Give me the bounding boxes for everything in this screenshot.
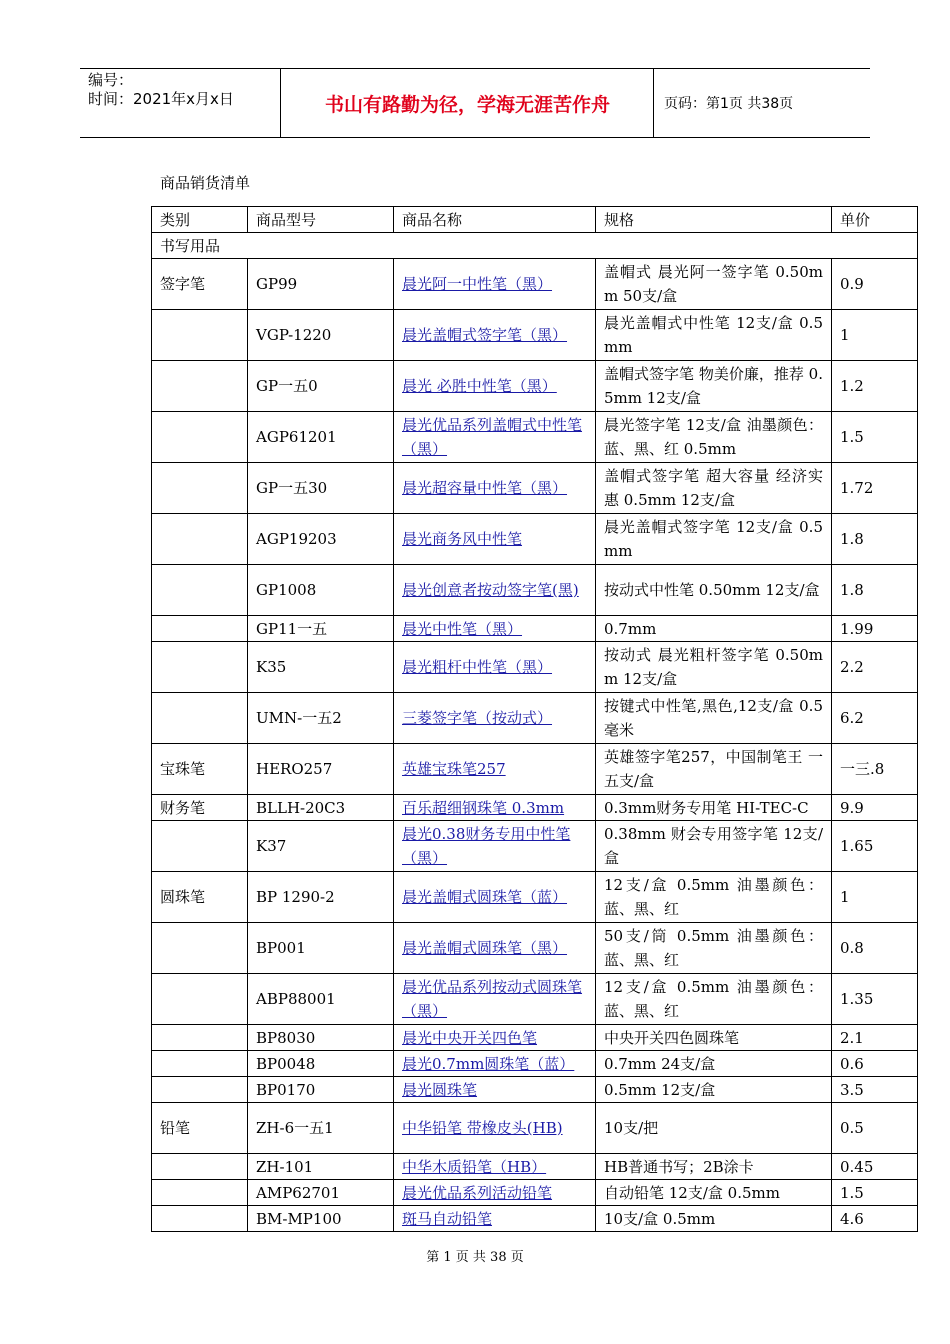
model-cell: ABP88001 (248, 974, 394, 1025)
price-cell: 一三.8 (832, 744, 918, 795)
product-link[interactable]: 中华铅笔 带橡皮头(HB) (402, 1119, 563, 1137)
product-link[interactable]: 晨光创意者按动签字笔(黑) (402, 581, 579, 599)
price-cell: 1.65 (832, 821, 918, 872)
product-link[interactable]: 晨光0.38财务专用中性笔（黑） (402, 825, 571, 867)
column-header: 类别 (152, 207, 248, 233)
model-cell: UMN-一五2 (248, 693, 394, 744)
name-cell (394, 1180, 596, 1206)
name-cell (394, 974, 596, 1025)
table-row (152, 1051, 918, 1077)
category-cell (152, 463, 248, 514)
price-cell: 1.5 (832, 1180, 918, 1206)
name-cell (394, 310, 596, 361)
price-cell: 0.9 (832, 259, 918, 310)
model-cell: GP一五0 (248, 361, 394, 412)
number-label: 编号： (88, 71, 134, 89)
product-link[interactable]: 晨光中央开关四色笔 (402, 1028, 538, 1047)
name-cell (394, 821, 596, 872)
price-cell: 3.5 (832, 1077, 918, 1103)
model-cell: ZH-6一五1 (248, 1103, 394, 1154)
spec-cell: HB普通书写；2B涂卡 (596, 1154, 832, 1180)
product-link[interactable]: 晨光盖帽式圆珠笔（黑） (402, 939, 568, 957)
table-row (152, 361, 918, 412)
header-page-info: 页码：第1页 共38页 (664, 96, 794, 112)
product-link[interactable]: 斑马自动铅笔 (402, 1209, 493, 1228)
price-cell: 1.8 (832, 514, 918, 565)
name-cell (394, 412, 596, 463)
table-row (152, 923, 918, 974)
model-cell: VGP-1220 (248, 310, 394, 361)
price-cell: 1.35 (832, 974, 918, 1025)
category-cell (152, 1077, 248, 1103)
table-row (152, 795, 918, 821)
column-header: 规格 (596, 207, 832, 233)
model-cell: AGP61201 (248, 412, 394, 463)
category-cell (152, 1154, 248, 1180)
product-link[interactable]: 晨光阿一中性笔（黑） (402, 275, 553, 293)
time-label: 时间：2021年x月x日 (88, 90, 234, 108)
spec-cell: 50支/筒 0.5mm 油墨颜色：蓝、黑、红 (596, 923, 832, 974)
price-cell: 2.1 (832, 1025, 918, 1051)
price-cell: 0.45 (832, 1154, 918, 1180)
name-cell (394, 259, 596, 310)
product-link[interactable]: 晨光优品系列活动铅笔 (402, 1183, 553, 1202)
price-cell: 0.8 (832, 923, 918, 974)
model-cell: AGP19203 (248, 514, 394, 565)
model-cell: HERO257 (248, 744, 394, 795)
category-cell (152, 616, 248, 642)
model-cell: BP001 (248, 923, 394, 974)
model-cell: BP0048 (248, 1051, 394, 1077)
product-link[interactable]: 晨光粗杆中性笔（黑） (402, 658, 553, 676)
table-row (152, 1025, 918, 1051)
model-cell: AMP62701 (248, 1180, 394, 1206)
spec-cell: 自动铅笔 12支/盒 0.5mm (596, 1180, 832, 1206)
spec-cell: 晨光盖帽式签字笔 12支/盒 0.5mm (596, 514, 832, 565)
price-cell: 2.2 (832, 642, 918, 693)
price-cell: 0.5 (832, 1103, 918, 1154)
category-cell: 圆珠笔 (152, 872, 248, 923)
category-cell (152, 412, 248, 463)
table-header-row (152, 207, 918, 233)
category-cell (152, 1180, 248, 1206)
name-cell (394, 1025, 596, 1051)
spec-cell: 晨光盖帽式中性笔 12支/盒 0.5mm (596, 310, 832, 361)
category-cell (152, 514, 248, 565)
category-cell (152, 974, 248, 1025)
category-cell: 签字笔 (152, 259, 248, 310)
table-row (152, 412, 918, 463)
product-link[interactable]: 三菱签字笔（按动式） (402, 709, 553, 727)
table-row (152, 259, 918, 310)
model-cell: BM-MP100 (248, 1206, 394, 1232)
price-cell: 1.2 (832, 361, 918, 412)
spec-cell: 按动式中性笔 0.50mm 12支/盒 (596, 565, 832, 616)
spec-cell: 0.5mm 12支/盒 (596, 1077, 832, 1103)
product-link[interactable]: 晨光盖帽式圆珠笔（蓝） (402, 888, 568, 906)
price-cell: 1 (832, 872, 918, 923)
model-cell: GP1008 (248, 565, 394, 616)
header-meta (80, 69, 281, 137)
category-cell (152, 1206, 248, 1232)
spec-cell: 10支/盒 0.5mm (596, 1206, 832, 1232)
column-header: 商品名称 (394, 207, 596, 233)
product-link[interactable]: 晨光 必胜中性笔（黑） (402, 377, 557, 395)
table-row (152, 642, 918, 693)
name-cell (394, 1154, 596, 1180)
table-row (152, 872, 918, 923)
product-link[interactable]: 晨光圆珠笔 (402, 1080, 478, 1099)
table-row (152, 1180, 918, 1206)
spec-cell: 按键式中性笔,黑色,12支/盒 0.5毫米 (596, 693, 832, 744)
spec-cell: 盖帽式 晨光阿一签字笔 0.50mm 50支/盒 (596, 259, 832, 310)
model-cell: BLLH-20C3 (248, 795, 394, 821)
price-cell: 1.5 (832, 412, 918, 463)
product-link[interactable]: 英雄宝珠笔257 (402, 760, 506, 778)
price-cell: 1.8 (832, 565, 918, 616)
product-table (151, 206, 918, 1232)
category-cell (152, 642, 248, 693)
name-cell (394, 1077, 596, 1103)
price-cell: 0.6 (832, 1051, 918, 1077)
column-header: 商品型号 (248, 207, 394, 233)
table-row (152, 693, 918, 744)
category-cell (152, 821, 248, 872)
spec-cell: 0.3mm财务专用笔 HI-TEC-C (596, 795, 832, 821)
model-cell: GP一五30 (248, 463, 394, 514)
spec-cell: 12支/盒 0.5mm 油墨颜色：蓝、黑、红 (596, 974, 832, 1025)
spec-cell: 盖帽式签字笔 物美价廉，推荐 0.5mm 12支/盒 (596, 361, 832, 412)
product-link[interactable]: 晨光超容量中性笔（黑） (402, 479, 568, 497)
name-cell (394, 872, 596, 923)
category-cell (152, 1051, 248, 1077)
spec-cell: 按动式 晨光粗杆签字笔 0.50mm 12支/盒 (596, 642, 832, 693)
spec-cell: 英雄签字笔257，中国制笔王 一五支/盒 (596, 744, 832, 795)
price-cell: 6.2 (832, 693, 918, 744)
header-motto: 书山有路勤为径，学海无涯苦作舟 (282, 69, 654, 137)
model-cell: ZH-101 (248, 1154, 394, 1180)
category-cell (152, 923, 248, 974)
model-cell: K35 (248, 642, 394, 693)
spec-cell: 盖帽式签字笔 超大容量 经济实惠 0.5mm 12支/盒 (596, 463, 832, 514)
name-cell (394, 565, 596, 616)
name-cell (394, 616, 596, 642)
product-link[interactable]: 百乐超细钢珠笔 0.3mm (402, 798, 565, 817)
document-title: 商品销货清单 (160, 174, 251, 192)
model-cell: BP8030 (248, 1025, 394, 1051)
price-cell: 1 (832, 310, 918, 361)
page-footer: 第 1 页 共 38 页 (426, 1250, 524, 1265)
name-cell (394, 1051, 596, 1077)
spec-cell: 10支/把 (596, 1103, 832, 1154)
table-row (152, 821, 918, 872)
category-cell: 财务笔 (152, 795, 248, 821)
table-row (152, 1103, 918, 1154)
name-cell (394, 1206, 596, 1232)
category-cell (152, 361, 248, 412)
category-cell (152, 310, 248, 361)
spec-cell: 0.38mm 财会专用签字笔 12支/盒 (596, 821, 832, 872)
table-row (152, 1077, 918, 1103)
product-link[interactable]: 晨光商务风中性笔 (402, 530, 523, 548)
model-cell: K37 (248, 821, 394, 872)
product-link[interactable]: 晨光中性笔（黑） (402, 619, 523, 638)
price-cell: 1.99 (832, 616, 918, 642)
price-cell: 1.72 (832, 463, 918, 514)
name-cell (394, 463, 596, 514)
price-cell: 9.9 (832, 795, 918, 821)
category-cell (152, 1025, 248, 1051)
section-row (152, 233, 918, 259)
category-cell: 铅笔 (152, 1103, 248, 1154)
model-cell: BP0170 (248, 1077, 394, 1103)
spec-cell: 中央开关四色圆珠笔 (596, 1025, 832, 1051)
name-cell (394, 744, 596, 795)
category-cell: 宝珠笔 (152, 744, 248, 795)
table-row (152, 463, 918, 514)
model-cell: GP99 (248, 259, 394, 310)
table-row (152, 974, 918, 1025)
category-cell (152, 565, 248, 616)
name-cell (394, 923, 596, 974)
model-cell: BP 1290-2 (248, 872, 394, 923)
name-cell (394, 361, 596, 412)
name-cell (394, 693, 596, 744)
name-cell (394, 642, 596, 693)
section-label: 书写用品 (152, 233, 918, 259)
name-cell (394, 514, 596, 565)
name-cell (394, 1103, 596, 1154)
model-cell: GP11一五 (248, 616, 394, 642)
table-row (152, 616, 918, 642)
product-link[interactable]: 晨光盖帽式签字笔（黑） (402, 326, 568, 344)
spec-cell: 0.7mm 24支/盒 (596, 1051, 832, 1077)
product-link[interactable]: 晨光0.7mm圆珠笔（蓝） (402, 1054, 575, 1073)
table-row (152, 1154, 918, 1180)
spec-cell: 12支/盒 0.5mm 油墨颜色：蓝、黑、红 (596, 872, 832, 923)
table-row (152, 1206, 918, 1232)
product-link[interactable]: 晨光优品系列按动式圆珠笔（黑） (402, 978, 583, 1020)
spec-cell: 晨光签字笔 12支/盒 油墨颜色：蓝、黑、红 0.5mm (596, 412, 832, 463)
table-row (152, 565, 918, 616)
table-row (152, 310, 918, 361)
product-link[interactable]: 晨光优品系列盖帽式中性笔（黑） (402, 416, 583, 458)
document-header (80, 68, 870, 138)
product-link[interactable]: 中华木质铅笔（HB） (402, 1157, 547, 1176)
column-header: 单价 (832, 207, 918, 233)
name-cell (394, 795, 596, 821)
price-cell: 4.6 (832, 1206, 918, 1232)
spec-cell: 0.7mm (596, 616, 832, 642)
table-row (152, 514, 918, 565)
category-cell (152, 693, 248, 744)
table-row (152, 744, 918, 795)
